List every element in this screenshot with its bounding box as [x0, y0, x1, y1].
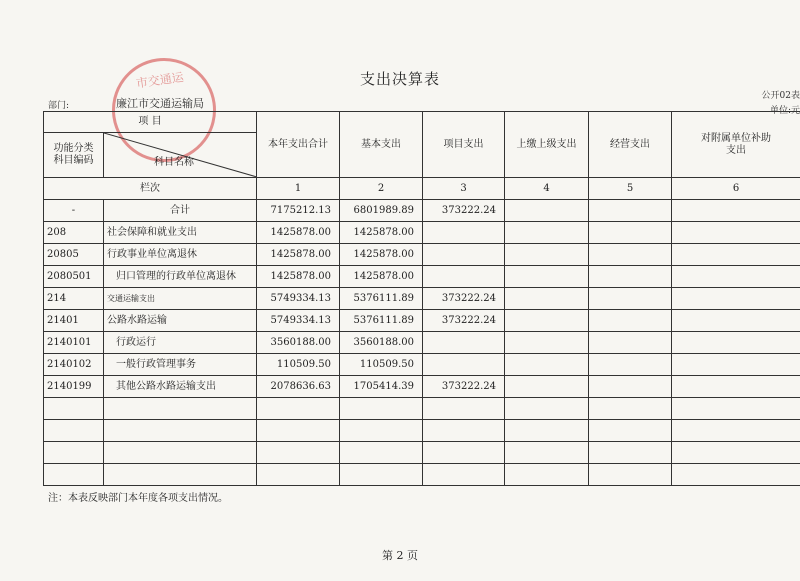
seal-text: 市交通运 [135, 70, 185, 91]
row-code: 214 [44, 288, 104, 310]
summary-name: 合计 [104, 200, 257, 222]
row-name: 行政运行 [104, 332, 257, 354]
header-subject-name-cell [104, 133, 257, 178]
footnote: 注：本表反映部门本年度各项支出情况。 [48, 493, 228, 504]
row-name: 公路水路运输 [104, 310, 257, 332]
dept-name: 廉江市交通运输局 [116, 97, 204, 110]
table-row [44, 376, 800, 398]
header-subject-name: 科目名称 [154, 157, 194, 168]
row-project [423, 354, 505, 376]
row-basic: 1425878.00 [340, 222, 423, 244]
row-name: 其他公路水路运输支出 [104, 376, 257, 398]
table-row [44, 244, 800, 266]
row-basic: 3560188.00 [340, 332, 423, 354]
summary-code: - [44, 200, 104, 222]
col-num: 2 [340, 178, 423, 200]
summary-total: 7175212.13 [257, 200, 340, 222]
col-num: 5 [589, 178, 672, 200]
empty-row [44, 420, 800, 442]
empty-row [44, 464, 800, 486]
header-project: 项目支出 [423, 112, 505, 178]
page-title: 支出决算表 [359, 70, 440, 88]
row-basic: 5376111.89 [340, 310, 423, 332]
row-project: 373222.24 [423, 376, 505, 398]
row-name: 一般行政管理事务 [104, 354, 257, 376]
row-total: 1425878.00 [257, 222, 340, 244]
header-func-code: 功能分类 科目编码 [44, 133, 104, 178]
summary-project: 373222.24 [423, 200, 505, 222]
table-row [44, 310, 800, 332]
header-operation: 经营支出 [589, 112, 672, 178]
row-code: 20805 [44, 244, 104, 266]
row-name: 交通运输支出 [104, 288, 257, 310]
row-project: 373222.24 [423, 288, 505, 310]
row-code: 2140199 [44, 376, 104, 398]
header-total: 本年支出合计 [257, 112, 340, 178]
row-name: 归口管理的行政单位离退休 [104, 266, 257, 288]
row-code: 21401 [44, 310, 104, 332]
row-code: 2140102 [44, 354, 104, 376]
page-number: 第 2 页 [382, 549, 418, 562]
row-total: 5749334.13 [257, 310, 340, 332]
header-subsidy: 对附属单位补助 支出 [672, 112, 800, 178]
row-basic: 110509.50 [340, 354, 423, 376]
row-project [423, 222, 505, 244]
summary-row [44, 200, 800, 222]
col-num: 3 [423, 178, 505, 200]
table-row [44, 266, 800, 288]
row-total: 5749334.13 [257, 288, 340, 310]
col-num: 4 [505, 178, 589, 200]
table-row [44, 332, 800, 354]
unit-label: 单位:元 [769, 106, 800, 116]
expenditure-table [43, 111, 800, 486]
header-basic: 基本支出 [340, 112, 423, 178]
row-project [423, 244, 505, 266]
empty-row [44, 442, 800, 464]
row-project: 373222.24 [423, 310, 505, 332]
row-basic: 1425878.00 [340, 244, 423, 266]
form-code: 公开02表 [761, 91, 800, 101]
table-row [44, 222, 800, 244]
summary-basic: 6801989.89 [340, 200, 423, 222]
row-total: 1425878.00 [257, 266, 340, 288]
header-item: 项 目 [44, 112, 257, 133]
header-upper: 上缴上级支出 [505, 112, 589, 178]
table-row [44, 354, 800, 376]
header-col-index: 栏次 [44, 178, 257, 200]
row-basic: 1705414.39 [340, 376, 423, 398]
row-code: 2140101 [44, 332, 104, 354]
row-total: 1425878.00 [257, 244, 340, 266]
row-basic: 1425878.00 [340, 266, 423, 288]
row-project [423, 266, 505, 288]
row-code: 208 [44, 222, 104, 244]
row-total: 2078636.63 [257, 376, 340, 398]
diagonal-line [104, 133, 257, 177]
row-total: 110509.50 [257, 354, 340, 376]
row-total: 3560188.00 [257, 332, 340, 354]
col-num: 6 [672, 178, 800, 200]
row-project [423, 332, 505, 354]
col-num: 1 [257, 178, 340, 200]
dept-label: 部门: [48, 101, 70, 111]
row-code: 2080501 [44, 266, 104, 288]
empty-row [44, 398, 800, 420]
row-name: 社会保障和就业支出 [104, 222, 257, 244]
row-name: 行政事业单位离退休 [104, 244, 257, 266]
table-row [44, 288, 800, 310]
row-basic: 5376111.89 [340, 288, 423, 310]
